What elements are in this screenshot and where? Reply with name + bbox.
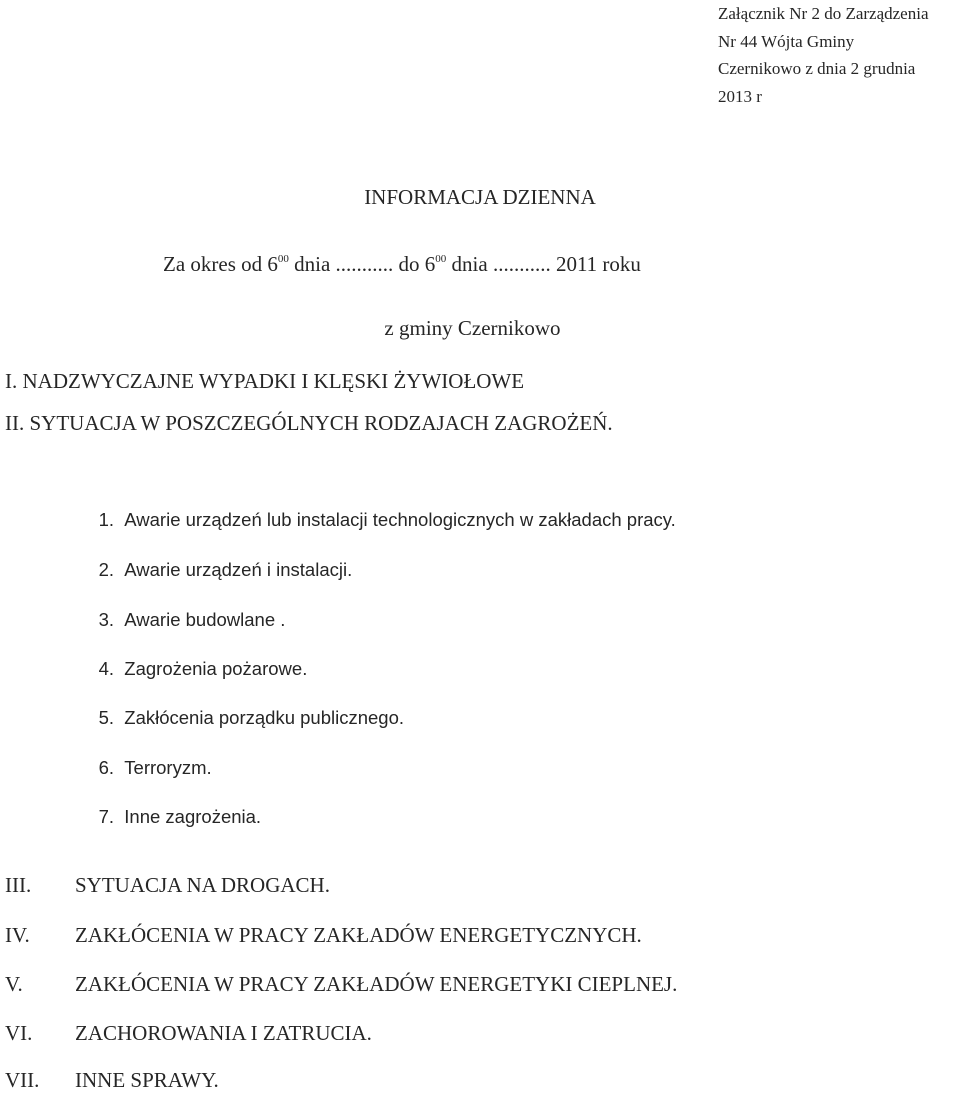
threat-item	[78, 757, 212, 779]
period-text: dnia ........... do 6	[288, 252, 436, 276]
threat-item	[78, 658, 307, 680]
threat-number: 6.	[98, 757, 114, 778]
threat-item	[78, 707, 404, 729]
threat-text: Terroryzm.	[124, 757, 212, 778]
period-text: Za okres od 6	[163, 252, 278, 276]
section-number: III.	[5, 873, 32, 897]
period-superscript: 00	[277, 253, 289, 265]
section-number: VI.	[5, 1021, 33, 1045]
section-heading-4	[5, 923, 642, 948]
section-title: INNE SPRAWY.	[75, 1068, 219, 1092]
threat-number: 2.	[98, 559, 114, 580]
threat-item	[78, 509, 676, 531]
threat-text: Inne zagrożenia.	[124, 806, 262, 827]
section-heading-7	[5, 1068, 219, 1093]
section-number: IV.	[5, 923, 30, 947]
section-title: ZAKŁÓCENIA W PRACY ZAKŁADÓW ENERGETYCZNYCH.	[75, 923, 642, 947]
threat-text: Zagrożenia pożarowe.	[124, 658, 308, 679]
annex-line: Czernikowo z dnia 2 grudnia	[718, 59, 916, 78]
threat-number: 7.	[98, 806, 114, 827]
section-heading-5	[5, 972, 677, 997]
commune-line: z gminy Czernikowo	[384, 316, 561, 340]
annex-header	[718, 0, 929, 110]
annex-line: Załącznik Nr 2 do Zarządzenia	[718, 4, 929, 23]
annex-line: 2013 r	[718, 86, 762, 106]
section-heading-1: I. NADZWYCZAJNE WYPADKI I KLĘSKI ŻYWIOŁOWE	[5, 369, 525, 393]
threat-text: Awarie budowlane .	[124, 609, 286, 630]
threat-text: Zakłócenia porządku publicznego.	[124, 707, 405, 728]
section-title: ZACHOROWANIA I ZATRUCIA.	[75, 1021, 372, 1045]
section-title: SYTUACJA NA DROGACH.	[75, 873, 330, 897]
threat-number: 1.	[98, 509, 114, 530]
section-title: ZAKŁÓCENIA W PRACY ZAKŁADÓW ENERGETYKI CIEPLNEJ.	[75, 972, 678, 996]
threat-text: Awarie urządzeń i instalacji.	[124, 559, 353, 580]
reporting-period	[163, 252, 641, 277]
document-title: INFORMACJA DZIENNA	[364, 185, 596, 209]
threat-item	[78, 559, 352, 581]
annex-line: Nr 44 Wójta Gminy	[718, 31, 855, 51]
threat-item	[78, 806, 261, 828]
threat-number: 3.	[98, 609, 114, 630]
section-heading-2: II. SYTUACJA W POSZCZEGÓLNYCH RODZAJACH ZAGROŻEŃ.	[5, 411, 613, 435]
period-superscript: 00	[435, 253, 447, 265]
threat-number: 5.	[98, 707, 114, 728]
section-number: V.	[5, 972, 23, 996]
section-heading-3	[5, 873, 330, 898]
section-number: VII.	[5, 1068, 40, 1092]
section-heading-6	[5, 1021, 372, 1046]
period-text: dnia ........... 2011 roku	[446, 252, 641, 276]
threat-number: 4.	[98, 658, 114, 679]
threat-text: Awarie urządzeń lub instalacji technologicznych w zakładach pracy.	[124, 509, 676, 530]
threat-item	[78, 609, 285, 631]
